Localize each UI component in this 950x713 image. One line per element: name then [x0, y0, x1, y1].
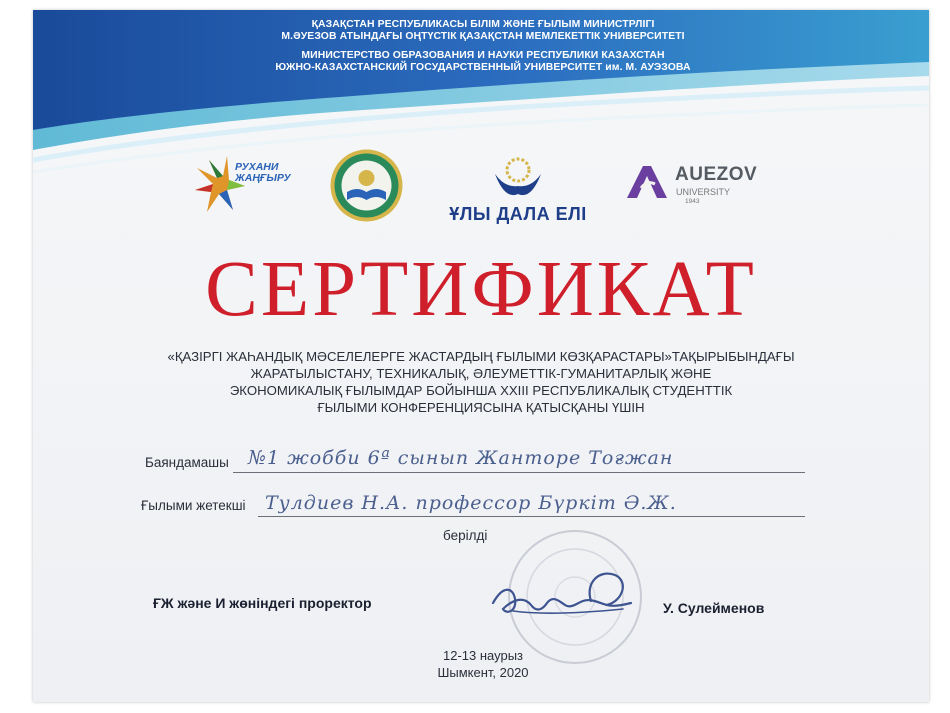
header-line: ҚАЗАҚСТАН РЕСПУБЛИКАСЫ БІЛІМ ЖӘНЕ ҒЫЛЫМ МИНИСТРЛІГІ [311, 19, 655, 30]
body-line: ЭКОНОМИКАЛЫҚ ҒЫЛЫМДАР БОЙЫНША XXIII РЕСПУБЛИКАЛЫҚ СТУДЕНТТІК [229, 383, 733, 398]
uly-dala-eli-logo [443, 154, 593, 234]
issued-text: берілді [443, 528, 488, 543]
ministry-emblem-logo [329, 148, 404, 223]
signatory-name: У. Сулейменов [663, 600, 765, 616]
certificate-paper [33, 10, 929, 702]
rukhani-line1: РУХАНИ [235, 161, 279, 173]
supervisor-handwritten-value: Тулдиев Н.А. профессор Бүркіт Ә.Ж. [265, 492, 677, 514]
certificate-body [73, 348, 889, 416]
auezov-year: 1943 [685, 198, 700, 205]
rukhani-line2: ЖАҢҒЫРУ [235, 172, 291, 184]
header-line: ЮЖНО-КАЗАХСТАНСКИЙ ГОСУДАРСТВЕННЫЙ УНИВЕРСИТЕТ им. М. АУЭЗОВА [275, 62, 691, 73]
auezov-emblem-icon [623, 160, 671, 208]
uly-dala-emblem-icon [443, 154, 593, 204]
ministry-emblem-icon [329, 148, 404, 223]
rukhani-zhangyru-logo [193, 150, 313, 222]
auezov-subtitle: UNIVERSITY [676, 187, 731, 197]
body-line: ҒЫЛЫМИ КОНФЕРЕНЦИЯСЫНА ҚАТЫСҚАНЫ ҮШІН [317, 400, 645, 415]
date-place [373, 647, 593, 681]
supervisor-underline [258, 516, 805, 517]
header-line: МИНИСТЕРСТВО ОБРАЗОВАНИЯ И НАУКИ РЕСПУБЛИКИ КАЗАХСТАН [301, 50, 665, 61]
rukhani-text [235, 162, 291, 184]
auezov-university-logo [623, 160, 763, 215]
auezov-name: AUEZOV [675, 164, 758, 185]
header-line: М.ӘУЕЗОВ АТЫНДАҒЫ ОҢТҮСТІК ҚАЗАҚСТАН МЕМЛЕКЕТТІК УНИВЕРСИТЕТІ [281, 31, 685, 42]
handwritten-signature [473, 565, 643, 635]
body-line: ЖАРАТЫЛЫСТАНУ, ТЕХНИКАЛЫҚ, ӘЛЕУМЕТТІК-ГУМАНИТАРЛЫҚ ЖӘНЕ [250, 366, 712, 381]
speaker-handwritten-value: №1 жобби 6ª сынып Жанторе Тоғжан [248, 447, 674, 469]
supervisor-label: Ғылыми жетекші [141, 498, 246, 513]
body-line: «ҚАЗІРГІ ЖАҺАНДЫҚ МӘСЕЛЕЛЕРГЕ ЖАСТАРДЫҢ ҒЫЛЫМИ КӨЗҚАРАСТАРЫ»ТАҚЫРЫБЫНДАҒЫ [167, 349, 795, 364]
speaker-underline [233, 472, 805, 473]
header-text [173, 19, 793, 74]
event-place: Шымкент, 2020 [437, 665, 529, 680]
speaker-label: Баяндамашы [145, 455, 229, 470]
certificate-title: СЕРТИФИКАТ [205, 246, 757, 333]
uly-dala-text: ҰЛЫ ДАЛА ЕЛІ [449, 204, 587, 224]
event-date: 12-13 наурыз [442, 648, 523, 663]
signatory-position: ҒЖ және И жөніндегі проректор [153, 595, 372, 611]
